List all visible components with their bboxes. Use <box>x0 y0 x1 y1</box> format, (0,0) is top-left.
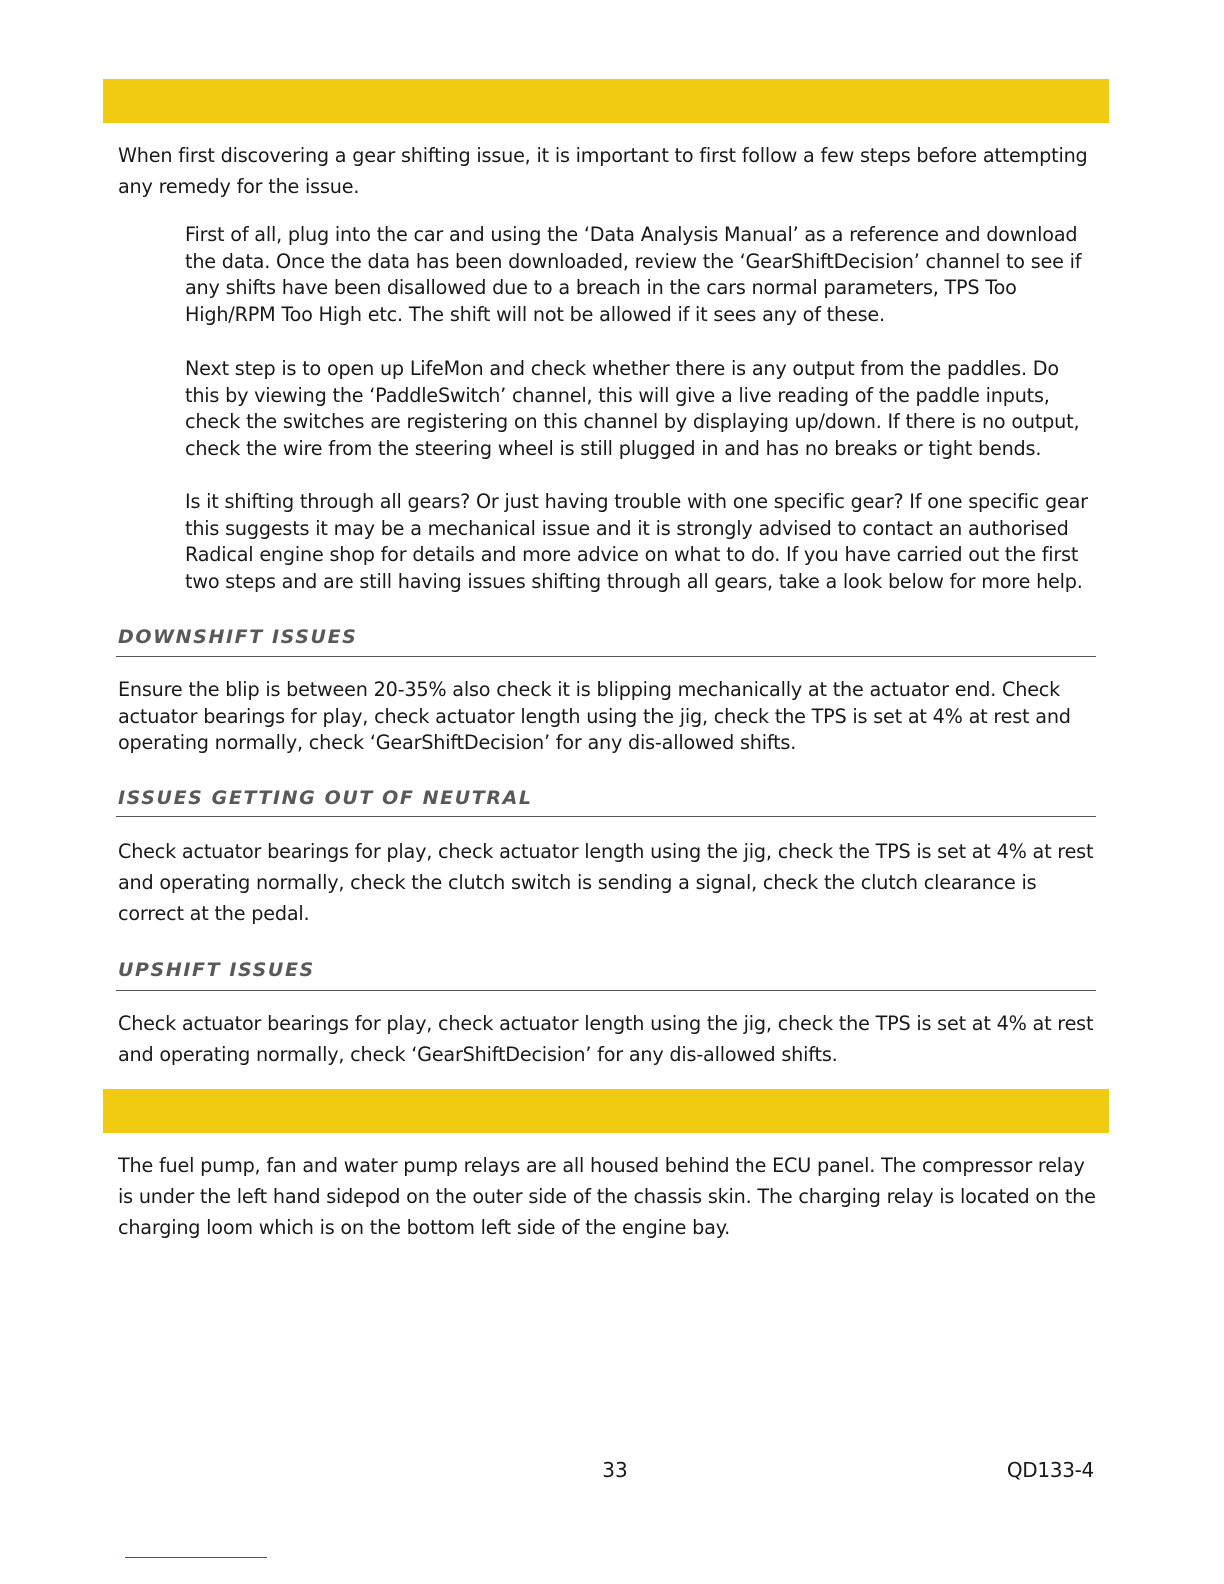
relays-paragraph: The fuel pump, fan and water pump relays are all housed behind the ECU panel. The compressor relay is under the left hand sidepod on the outer side of the chassis skin. The charging relay is located on the charging loom which is on the bottom left side of the engine bay. <box>118 1154 1096 1239</box>
downshift-divider <box>116 656 1096 657</box>
section-header-band <box>103 1089 1109 1133</box>
upshift-paragraph: Check actuator bearings for play, check actuator length using the jig, check the TPS is set at 4% at rest and operating normally, check ‘GearShiftDecision’ for any dis-allowed shifts. <box>118 1012 1094 1066</box>
downshift-paragraph: Ensure the blip is between 20-35% also check it is blipping mechanically at the actuator end. Check actuator bearings for play, check actuator length using the jig, check the TPS is set at 4% at rest and operating normally, check ‘GearShiftDecision’ for any dis-allowed shifts. <box>118 678 1071 755</box>
intro-paragraph: When first discovering a gear shifting issue, it is important to first follow a few steps before attempting any remedy for the issue. <box>118 144 1088 198</box>
neutral-heading: ISSUES GETTING OUT OF NEUTRAL <box>118 787 533 809</box>
section-header-band <box>103 79 1109 123</box>
neutral-divider <box>116 816 1096 817</box>
step-paragraph-lifemon-check: Next step is to open up LifeMon and check whether there is any output from the paddles. Do this by viewing the ‘PaddleSwitch’ channel, this will give a live reading of the paddle inputs, check the switches are registering on this channel by displaying up/down. If there is no output, check the wire from the steering wheel is still plugged in and has no breaks or tight bends. <box>185 357 1080 461</box>
upshift-heading: UPSHIFT ISSUES <box>118 959 315 981</box>
neutral-paragraph: Check actuator bearings for play, check actuator length using the jig, check the TPS is set at 4% at rest and operating normally, check the clutch switch is sending a signal, check the clutch clearance is correct at the pedal. <box>118 840 1094 925</box>
footnote-link-underline <box>125 1557 267 1558</box>
document-code: QD133-4 <box>1006 1458 1094 1482</box>
downshift-heading: DOWNSHIFT ISSUES <box>118 626 358 648</box>
page-number: 33 <box>602 1458 628 1482</box>
step-paragraph-data-download: First of all, plug into the car and using the ‘Data Analysis Manual’ as a reference and download the data. Once the data has been downloaded, review the ‘GearShiftDecision’ channel to see if any shifts have been disallowed due to a breach in the cars normal parameters, TPS Too High/RPM Too High etc. The shift will not be allowed if it sees any of these. <box>185 223 1082 327</box>
upshift-divider <box>116 990 1096 991</box>
step-paragraph-gear-check: Is it shifting through all gears? Or just having trouble with one specific gear? If one specific gear this suggests it may be a mechanical issue and it is strongly advised to contact an authorised Radical engine shop for details and more advice on what to do. If you have carried out the first two steps and are still having issues shifting through all gears, take a look below for more help. <box>185 490 1088 594</box>
